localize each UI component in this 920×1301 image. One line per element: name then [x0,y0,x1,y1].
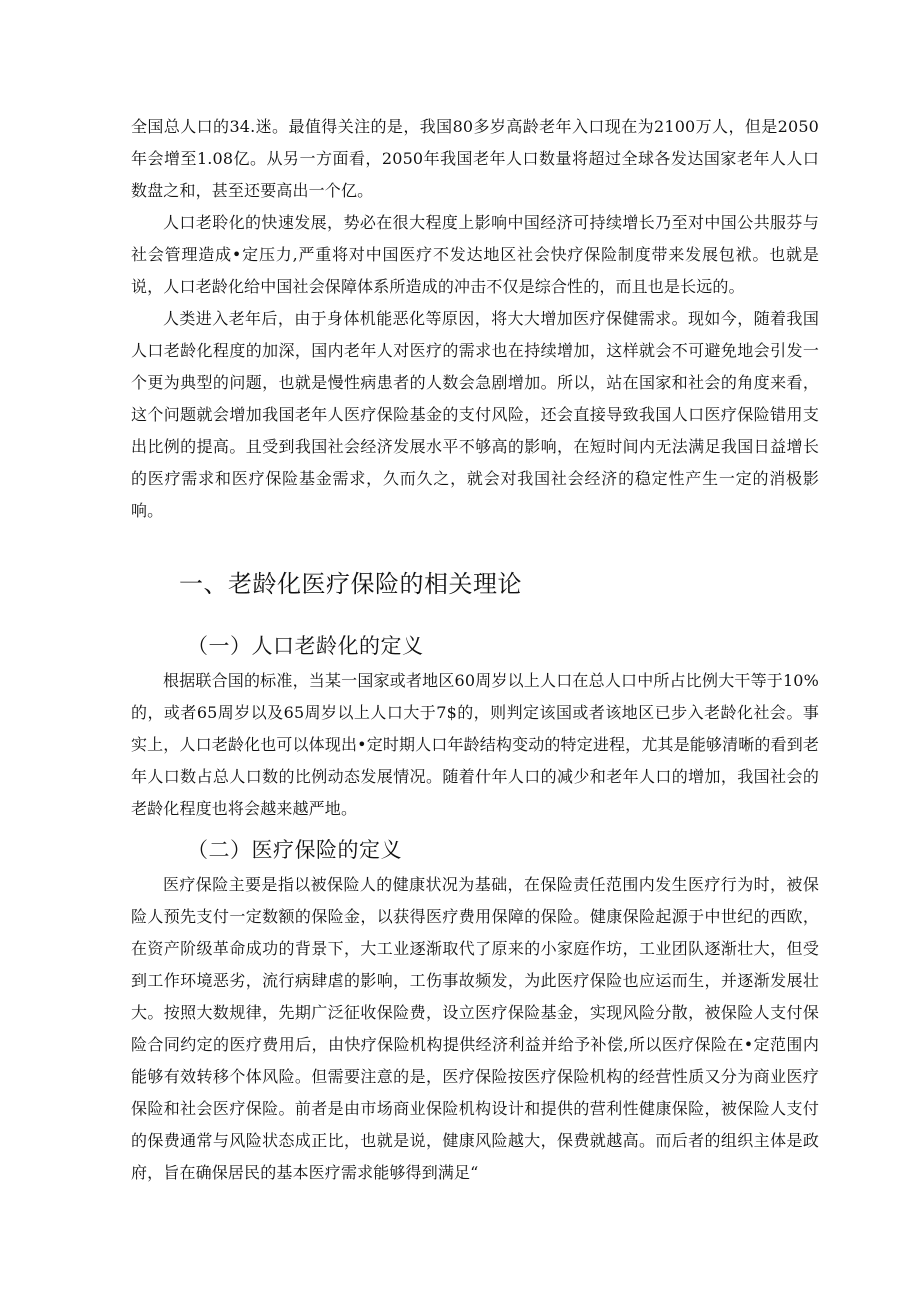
section-heading-1: 一、老龄化医疗保险的相关理论 [179,570,522,598]
subsection-2-paragraph: 医疗保险主要是指以被保险人的健康状况为基础，在保险责任范围内发生医疗行为时，被保险人预先支付一定数额的保险金，以获得医疗费用保障的保险。健康保险起源于中世纪的西欧，在资产阶级革命成功的背景下，大工业逐渐取代了原来的小家庭作坊，工业团队逐渐壮大，但受到工作环境恶劣，流行病肆虐的影响，工伤事故频发，为此医疗保险也应运而生，并逐渐发展壮大。按照大数规律，先期广泛征收保险费，设立医疗保险基金，实现风险分散，被保险人支付保险合同约定的医疗费用后，由快疗保险机构提供经济利益并给予补偿,所以医疗保险在•定范围内能够有效转移个体风险。但需要注意的是，医疗保险按医疗保险机构的经营性质又分为商业医疗保险和社会医疗保险。前者是由市场商业保险机构设计和提供的营利性健康保险，被保险人支付的保费通常与风险状态成正比，也就是说，健康风险越大，保费就越高。而后者的组织主体是政府，旨在确保居民的基本医疗需求能够得到满足“ [131,875,819,1182]
subsection-1-paragraph: 根据联合国的标准，当某一国家或者地区60周岁以上人口在总人口中所占比例大干等于10%的，或者65周岁以及65周岁以上人口大于7$的，则判定该国或者该地区已步入老龄化社会。事实上，人口老龄化也可以体现出•定时期人口年龄结构变动的特定进程，尤其是能够清晰的看到老年人口数占总人口数的比例动态发展情况。随着什年人口的减少和老年人口的增加，我国社会的老龄化程度也将会越来越严地。 [131,671,819,818]
subsection-heading-2: （二）医疗保险的定义 [187,838,402,862]
intro-paragraph-1: 全国总人口的34.迷。最值得关注的是，我国80多岁高龄老年入口现在为2100万人，但是2050年会增至1.08亿。从另一方面看，2050年我国老年人口数量将超过全球各发达国家老年人人口数盘之和，甚至还要高出一个亿。 [131,117,819,200]
intro-paragraph-2: 人口老聆化的快速发展，势必在很大程度上影响中国经济可持续增长乃至对中国公共服芬与社会管理造成•定压力,严重将对中国医疗不发达地区社会快疗保险制度带来发展包袱。也就是说，人口老龄化给中国社会保障体系所造成的冲击不仅是综合性的，而且也是长远的。 [131,213,819,296]
intro-paragraph-3: 人类进入老年后，由于身体机能恶化等原因，将大大增加医疗保健需求。现如今，随着我国人口老龄化程度的加深，国内老年人对医疗的需求也在持续增加，这样就会不可避免地会引发一个更为典型的问题，也就是慢性病患者的人数会急剧增加。所以，站在国家和社会的角度来看，这个问题就会增加我国老年人医疗保险基金的支付风险，还会直接导致我国人口医疗保险错用支出比例的提高。且受到我国社会经济发展水平不够高的影响，在短时间内无法满足我国日益增长的医疗需求和医疗保险基金需求，久而久之，就会对我国社会经济的稳定性产生一定的消极影响。 [131,309,819,520]
subsection-heading-1: （一）人口老龄化的定义 [187,634,424,658]
document-body [131,111,819,1189]
